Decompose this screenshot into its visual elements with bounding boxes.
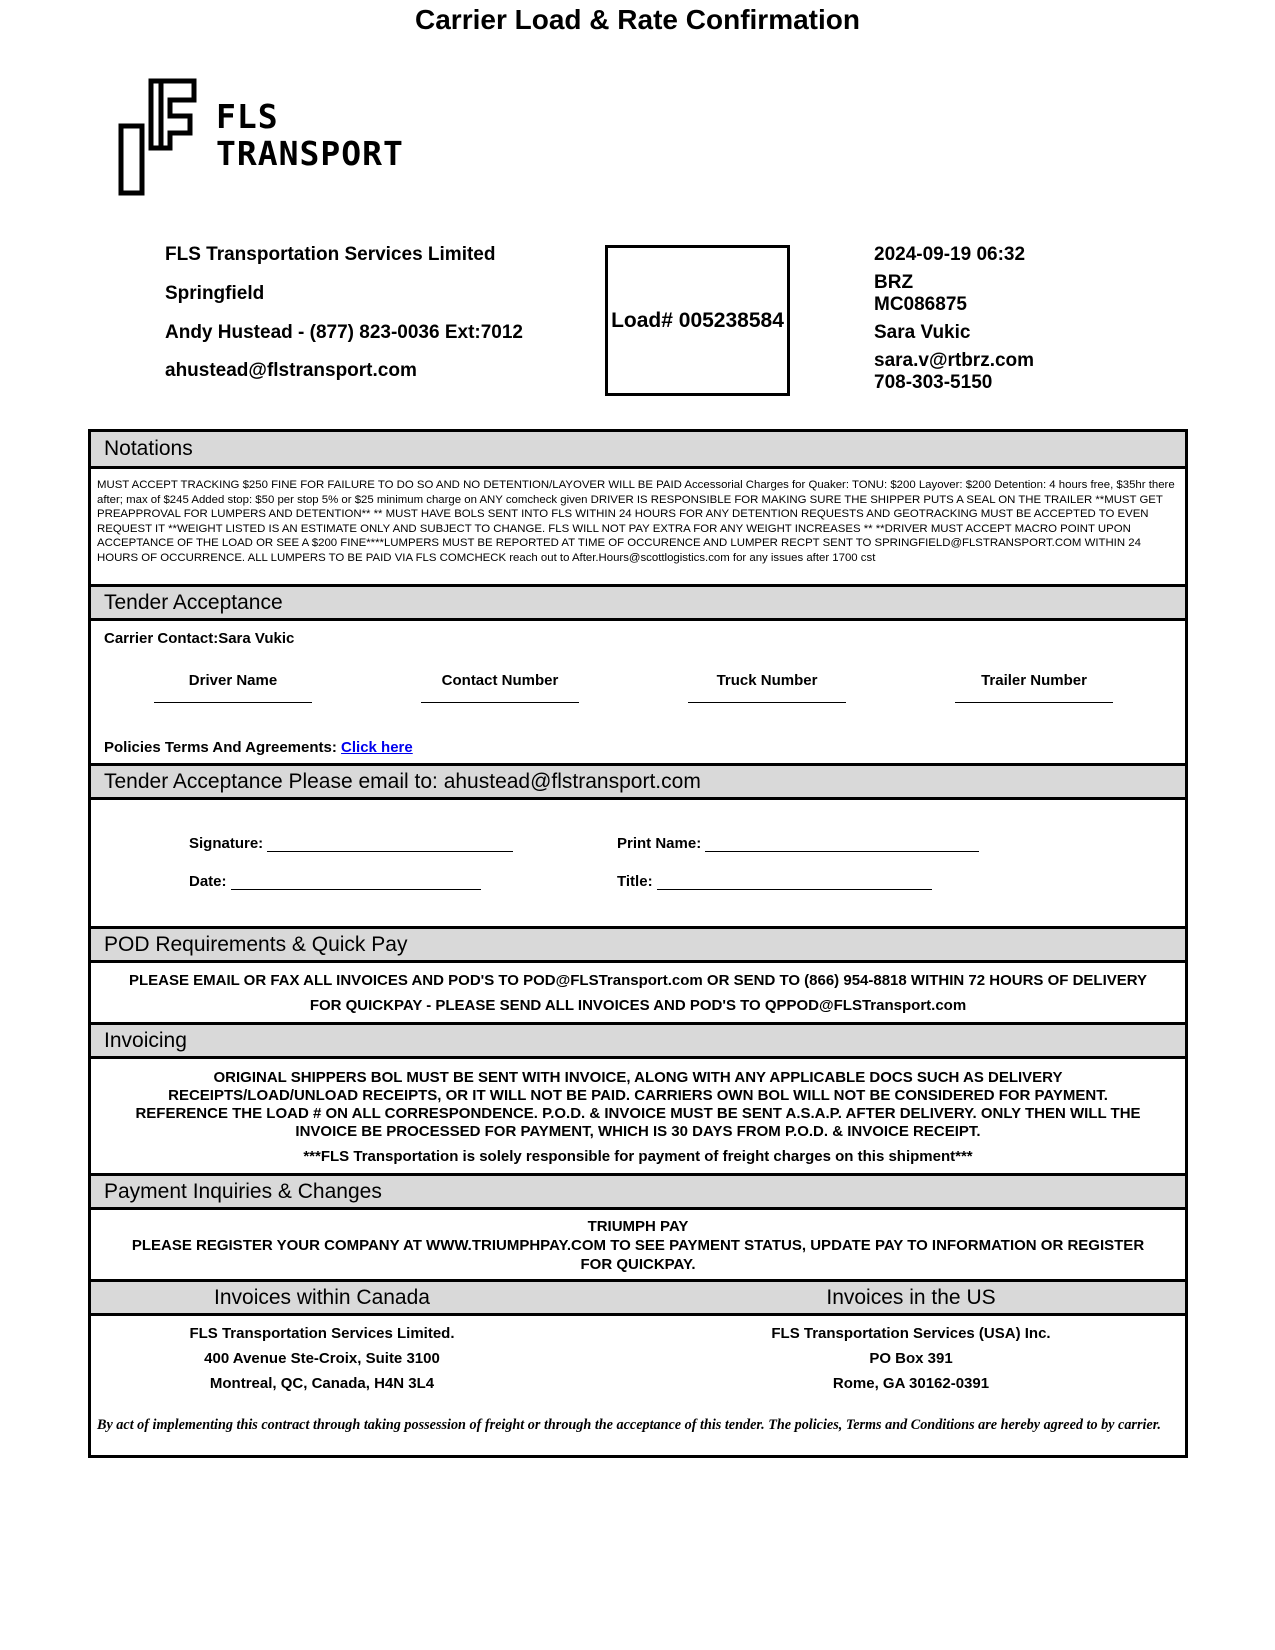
us-address-line-3: Rome, GA 30162-0391 (832, 1375, 990, 1392)
carrier-phone: 708-303-5150 (874, 372, 993, 393)
truck-number-label: Truck Number (716, 672, 818, 689)
fls-logo-mark-icon (118, 78, 198, 196)
date-row (189, 873, 481, 890)
notations-heading: Notations (91, 432, 1185, 469)
confirmation-body (88, 429, 1188, 1458)
invoicing-line-2: RECEIPTS/LOAD/UNLOAD RECEIPTS, OR IT WILL NOT BE PAID. CARRIERS OWN BOL WILL NOT BE CONSIDERED FOR PAYMENT. (168, 1087, 1108, 1104)
title-row (617, 873, 932, 890)
title-label: Title: (617, 873, 653, 890)
driver-name-field[interactable] (154, 702, 312, 703)
policies-line (104, 739, 413, 756)
logo-wordmark: FLS TRANSPORT (216, 97, 404, 173)
invoicing-line-1: ORIGINAL SHIPPERS BOL MUST BE SENT WITH INVOICE, ALONG WITH ANY APPLICABLE DOCS SUCH AS DELIVERY (213, 1069, 1063, 1086)
broker-email: ahustead@flstransport.com (165, 360, 417, 381)
canada-address-line-1: FLS Transportation Services Limited. (189, 1325, 455, 1342)
company-logo (118, 78, 418, 196)
address-headings (91, 1279, 1185, 1316)
invoicing-line-3: REFERENCE THE LOAD # ON ALL CORRESPONDENCE. P.O.D. & INVOICE MUST BE SENT A.S.A.P. AFTER DELIVERY. ONLY THEN WILL THE (135, 1105, 1141, 1122)
carrier-contact-line: Carrier Contact:Sara Vukic (104, 630, 295, 647)
canada-address-line-2: 400 Avenue Ste-Croix, Suite 3100 (204, 1350, 440, 1367)
carrier-mc: MC086875 (874, 294, 967, 315)
payment-line-1: TRIUMPH PAY (587, 1218, 689, 1235)
invoicing-heading: Invoicing (91, 1022, 1185, 1059)
load-number-box (605, 245, 790, 396)
us-address-line-1: FLS Transportation Services (USA) Inc. (771, 1325, 1051, 1342)
policies-link[interactable]: Click here (341, 739, 413, 756)
load-number: Load# 005238584 (611, 308, 784, 332)
contact-number-field[interactable] (421, 702, 579, 703)
pod-line-1: PLEASE EMAIL OR FAX ALL INVOICES AND POD'S TO POD@FLSTransport.com OR SEND TO (866) 954-8818 WITHIN 72 HOURS OF DELIVERY (128, 972, 1148, 989)
pod-line-2: FOR QUICKPAY - PLEASE SEND ALL INVOICES AND POD'S TO QPPOD@FLSTransport.com (309, 997, 967, 1014)
signature-label: Signature: (189, 835, 264, 852)
terms-footer: By act of implementing this contract through taking possession of freight or through the acceptance of this tender. The policies, Terms and Conditions are hereby agreed to by carrier. (97, 1417, 1161, 1433)
payment-line-2: PLEASE REGISTER YOUR COMPANY AT WWW.TRIUMPHPAY.COM TO SEE PAYMENT STATUS, UPDATE PAY TO INFORMATION OR REGISTER (131, 1237, 1145, 1254)
driver-name-label: Driver Name (188, 672, 278, 689)
pod-heading: POD Requirements & Quick Pay (91, 926, 1185, 963)
notations-text: MUST ACCEPT TRACKING $250 FINE FOR FAILURE TO DO SO AND NO DETENTION/LAYOVER WILL BE PAID Accessorial Charges for Quaker: TONU: $200 Layover: $200 Detention: 4 hours free, $35hr there after; max of $245 Added stop: $50 per stop 5% or $25 minimum charge on ANY comcheck given DRIVER IS RESPONSIBLE FOR MAKING SURE THE SHIPPER PUTS A SEAL ON THE TRAILER **MUST GET PREAPPROVAL FOR LUMPERS AND DETENTION** ** MUST HAVE BOLS SENT INTO FLS WITHIN 24 HOURS FOR ANY DETENTION REQUESTS AND GEOTRACKING MUST BE ACCEPTED TO EVEN REQUEST IT **WEIGHT LISTED IS AN ESTIMATE ONLY AND SUBJECT TO CHANGE. FLS WILL NOT PAY EXTRA FOR ANY WEIGHT INCREASES ** **DRIVER MUST ACCEPT MACRO POINT UPON ACCEPTANCE OF THE LOAD OR SEE A $200 FINE****LUMPERS MUST BE REPORTED AT TIME OF OCCURENCE AND LUMPER RECPT SENT TO SPRINGFIELD@FLSTRANSPORT.COM WITHIN 24 HOURS OF OCCURRENCE. ALL LUMPERS TO BE PAID VIA FLS COMCHECK reach out to After.Hours@scottlogistics.com for any issues after 1700 cst (97, 479, 1175, 564)
print-name-row (617, 835, 979, 852)
date-field[interactable] (231, 875, 481, 890)
signature-heading: Tender Acceptance Please email to: ahustead@flstransport.com (91, 763, 1185, 800)
payment-line-3: FOR QUICKPAY. (580, 1256, 696, 1273)
carrier-email: sara.v@rtbrz.com (874, 350, 1035, 371)
payment-heading: Payment Inquiries & Changes (91, 1173, 1185, 1210)
confirmation-datetime: 2024-09-19 06:32 (874, 244, 1026, 265)
carrier-code: BRZ (874, 272, 914, 293)
canada-heading: Invoices within Canada (214, 1285, 430, 1309)
carrier-contact: Sara Vukic (874, 322, 971, 343)
policies-label: Policies Terms And Agreements: (104, 739, 337, 756)
title-field[interactable] (657, 875, 932, 890)
tender-heading: Tender Acceptance (91, 584, 1185, 621)
broker-city: Springfield (165, 283, 265, 304)
date-label: Date: (189, 873, 227, 890)
print-name-label: Print Name: (617, 835, 702, 852)
broker-company: FLS Transportation Services Limited (165, 244, 496, 265)
trailer-number-label: Trailer Number (981, 672, 1087, 689)
invoicing-line-4: INVOICE BE PROCESSED FOR PAYMENT, WHICH IS 30 DAYS FROM P.O.D. & INVOICE RECEIPT. (295, 1123, 981, 1140)
canada-address-line-3: Montreal, QC, Canada, H4N 3L4 (209, 1375, 435, 1392)
truck-number-field[interactable] (688, 702, 846, 703)
broker-contact: Andy Hustead - (877) 823-0036 Ext:7012 (165, 322, 523, 343)
us-address-line-2: PO Box 391 (869, 1350, 953, 1367)
invoicing-note: ***FLS Transportation is solely responsible for payment of freight charges on this shipment*** (303, 1148, 973, 1165)
print-name-field[interactable] (705, 837, 979, 852)
signature-row (189, 835, 513, 852)
us-heading: Invoices in the US (826, 1285, 996, 1309)
contact-number-label: Contact Number (441, 672, 559, 689)
page-title: Carrier Load & Rate Confirmation (415, 4, 860, 35)
trailer-number-field[interactable] (955, 702, 1113, 703)
signature-field[interactable] (267, 837, 513, 852)
